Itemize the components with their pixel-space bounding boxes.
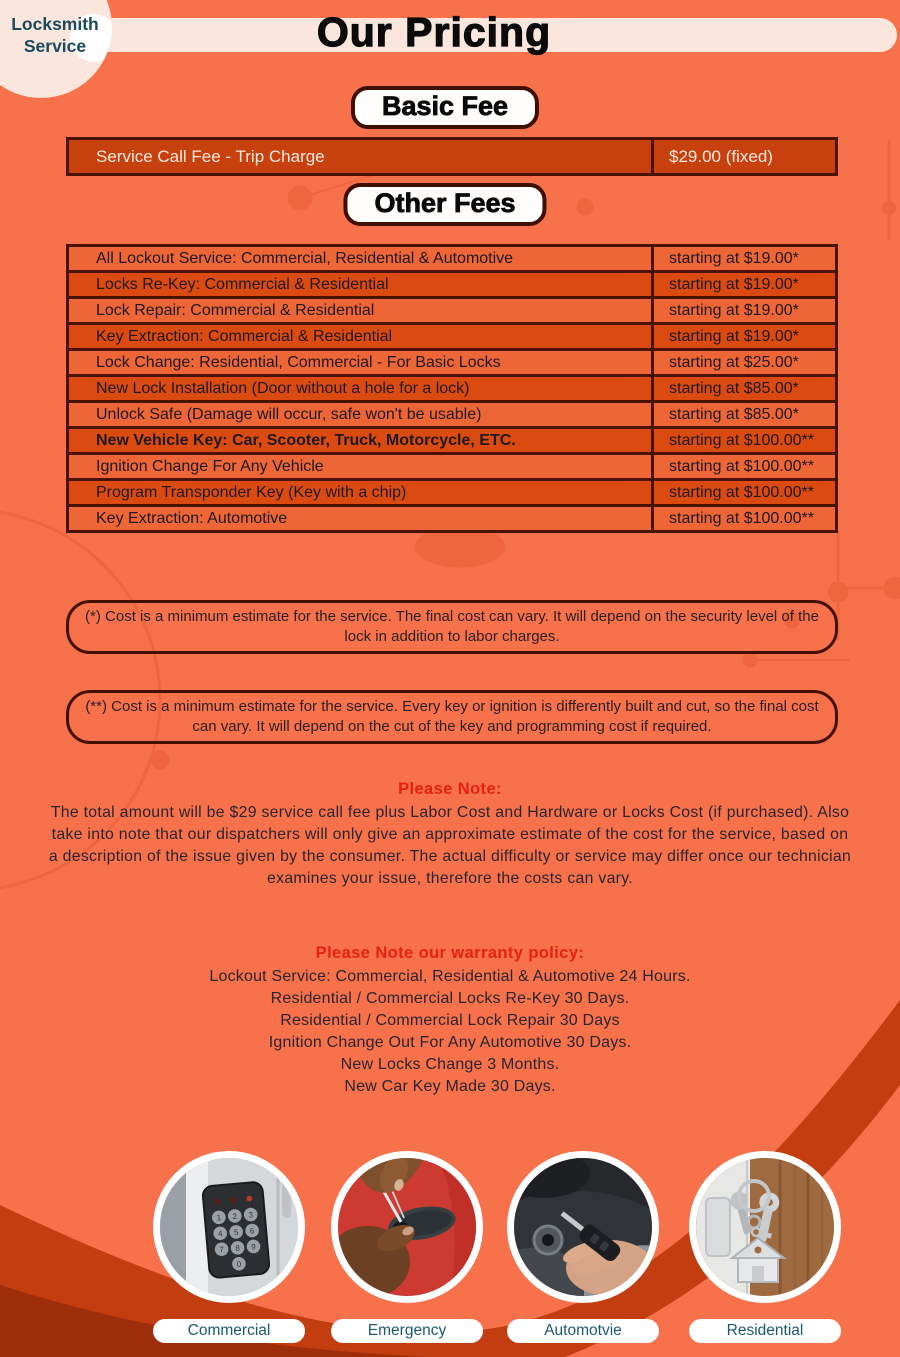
section-pill-other-fees: Other Fees xyxy=(343,183,546,226)
fee-row xyxy=(69,452,835,478)
category-photo-automotive[interactable] xyxy=(507,1151,659,1303)
fee-row xyxy=(69,348,835,374)
service-cell: New Lock Installation (Door without a hole for a lock) xyxy=(96,379,470,397)
price-cell: starting at $19.00* xyxy=(651,299,835,322)
fee-row xyxy=(69,374,835,400)
service-cell: Ignition Change For Any Vehicle xyxy=(96,457,324,475)
svg-text:1: 1 xyxy=(216,1213,222,1223)
category-label-residential[interactable]: Residential xyxy=(689,1319,841,1343)
price-cell: starting at $19.00* xyxy=(651,325,835,348)
fee-row xyxy=(69,247,835,270)
svg-text:9: 9 xyxy=(250,1242,257,1252)
service-cell: Key Extraction: Automotive xyxy=(96,509,288,527)
svg-text:5: 5 xyxy=(233,1227,239,1238)
basic-fee-table xyxy=(66,137,838,176)
price-cell: starting at $85.00* xyxy=(651,377,835,400)
price-cell: starting at $25.00* xyxy=(651,351,835,374)
svg-text:8: 8 xyxy=(234,1243,241,1254)
price-cell: $29.00 (fixed) xyxy=(651,140,835,173)
please-note-body: The total amount will be $29 service call fee plus Labor Cost and Hardware or Locks Cost (if purchased). Also take into note that our dispatchers will only give an approximate estimate of the cost for the service, based on a description of the issue given by the consumer. The actual difficulty or service may differ once our technician examines your issue, therefore the costs can vary. xyxy=(48,804,852,887)
category-photo-commercial[interactable] xyxy=(153,1151,305,1303)
note-box-single-asterisk: (*) Cost is a minimum estimate for the service. The final cost can vary. It will depend on the security level of the lock in addition to labor charges. xyxy=(66,600,838,654)
price-cell: starting at $100.00** xyxy=(651,455,835,478)
service-cell: Key Extraction: Commercial & Residential xyxy=(96,327,393,345)
brand-name-line2: Service xyxy=(23,36,87,56)
fee-row xyxy=(69,322,835,348)
price-cell: starting at $100.00** xyxy=(651,429,835,452)
basic-fee-row xyxy=(69,140,835,173)
note-box-double-asterisk: (**) Cost is a minimum estimate for the service. Every key or ignition is differently built and cut, so the final cost can vary. It will depend on the cut of the key and programming cost if required. xyxy=(66,690,838,744)
service-cell: All Lockout Service: Commercial, Residential & Automotive xyxy=(96,249,514,267)
please-note-heading: Please Note: xyxy=(398,780,502,798)
svg-text:6: 6 xyxy=(249,1226,255,1236)
category-photo-emergency[interactable] xyxy=(331,1151,483,1303)
service-cell: Program Transponder Key (Key with a chip) xyxy=(96,483,407,501)
brand-name-line1: Locksmith xyxy=(11,14,99,34)
warranty-line: New Locks Change 3 Months. xyxy=(340,1056,560,1073)
car-door-lockpick-photo xyxy=(338,1158,476,1296)
service-cell: Unlock Safe (Damage will occur, safe won't be usable) xyxy=(96,405,482,423)
category-label-commercial[interactable]: Commercial xyxy=(153,1319,305,1343)
fee-row xyxy=(69,400,835,426)
category-label-emergency[interactable]: Emergency xyxy=(331,1319,483,1343)
section-pill-basic-fee: Basic Fee xyxy=(351,86,539,129)
fee-row xyxy=(69,296,835,322)
fee-row xyxy=(69,478,835,504)
svg-text:3: 3 xyxy=(248,1210,254,1220)
service-cell: New Vehicle Key: Car, Scooter, Truck, Motorcycle, ETC. xyxy=(96,431,516,449)
warranty-policy-lines xyxy=(0,966,900,1098)
service-cell: Lock Repair: Commercial & Residential xyxy=(96,301,375,319)
fee-row-emphasis xyxy=(69,426,835,452)
service-cell: Locks Re-Key: Commercial & Residential xyxy=(96,275,389,293)
warranty-policy-heading: Please Note our warranty policy: xyxy=(315,944,585,962)
svg-text:2: 2 xyxy=(232,1211,238,1222)
fee-row xyxy=(69,270,835,296)
price-cell: starting at $19.00* xyxy=(651,273,835,296)
page-title: Our Pricing xyxy=(316,9,552,55)
brand-name xyxy=(2,13,108,57)
keypad-lock-photo xyxy=(160,1158,298,1296)
svg-text:4: 4 xyxy=(217,1229,223,1239)
warranty-line: New Car Key Made 30 Days. xyxy=(344,1078,556,1095)
service-cell: Service Call Fee - Trip Charge xyxy=(96,146,325,166)
price-cell: starting at $100.00** xyxy=(651,481,835,504)
warranty-line: Ignition Change Out For Any Automotive 30 Days. xyxy=(268,1034,632,1051)
other-fees-table xyxy=(66,244,838,533)
service-cell: Lock Change: Residential, Commercial - For Basic Locks xyxy=(96,353,501,371)
svg-text:0: 0 xyxy=(236,1259,242,1269)
category-photo-residential[interactable] xyxy=(689,1151,841,1303)
price-cell: starting at $85.00* xyxy=(651,403,835,426)
category-label-automotive[interactable]: Automotvie xyxy=(507,1319,659,1343)
fee-row xyxy=(69,504,835,530)
car-ignition-key-photo xyxy=(514,1158,652,1296)
svg-text:7: 7 xyxy=(219,1245,225,1255)
warranty-line: Lockout Service: Commercial, Residential & Automotive 24 Hours. xyxy=(209,968,691,985)
warranty-line: Residential / Commercial Locks Re-Key 30 Days. xyxy=(270,990,630,1007)
house-keys-photo xyxy=(696,1158,834,1296)
price-cell: starting at $100.00** xyxy=(651,507,835,530)
price-cell: starting at $19.00* xyxy=(651,247,835,270)
warranty-line: Residential / Commercial Lock Repair 30 Days xyxy=(280,1012,620,1029)
